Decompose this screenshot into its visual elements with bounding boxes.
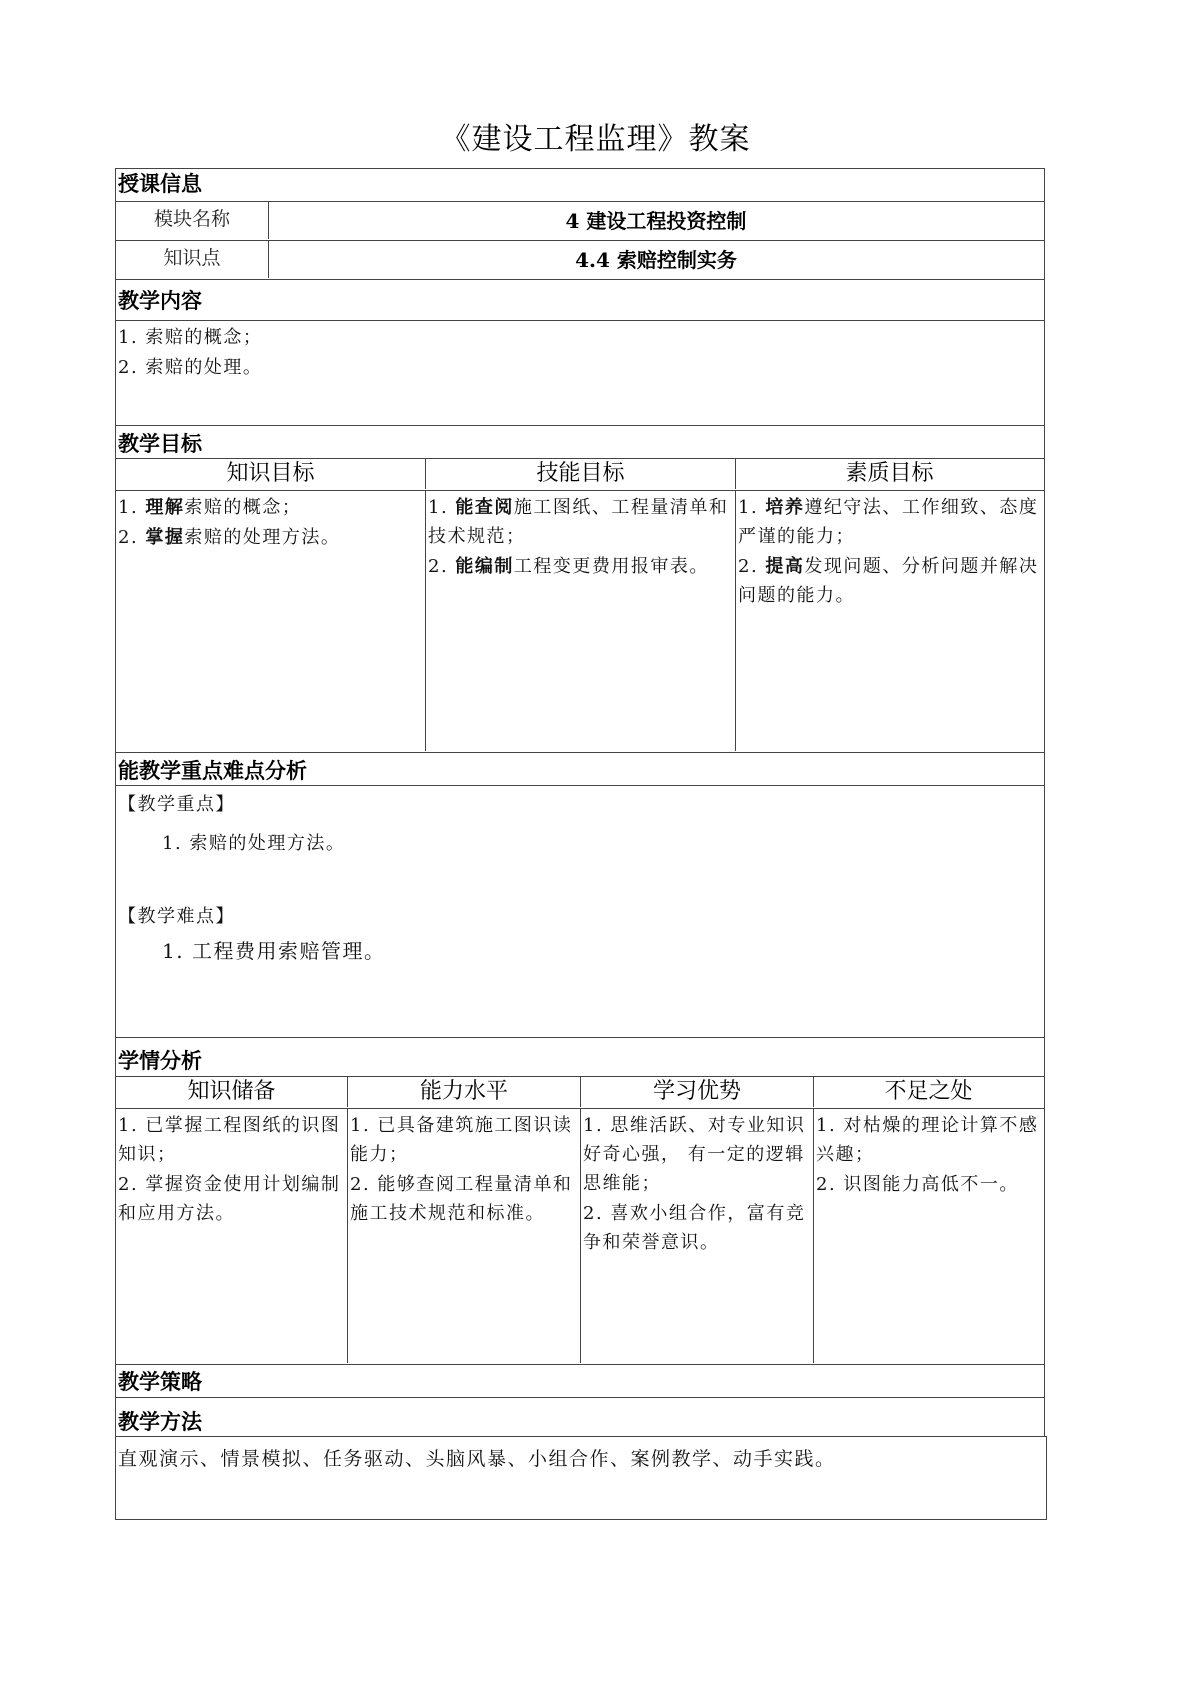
student-col-title: 知识储备 [116, 1077, 348, 1107]
keypoints-body [115, 785, 1045, 1038]
student-col-body: 1. 思维活跃、对专业知识好奇心强， 有一定的逻辑思维能； 2. 喜欢小组合作，富有竞争和荣誉意识。 [581, 1109, 814, 1363]
content-item: 1. 索赔的概念； [118, 327, 263, 348]
module-label: 模块名称 [116, 202, 269, 239]
student-col-body: 1. 对枯燥的理论计算不感兴趣； 2. 识图能力高低不一。 [816, 1115, 1039, 1195]
module-value: 4 建设工程投资控制 [565, 209, 747, 233]
quality-goal-title: 素质目标 [845, 461, 934, 486]
knowledge-point-value: 4.4 索赔控制实务 [575, 248, 737, 272]
goal-item: 1. 理解索赔的概念； [118, 497, 302, 518]
students-column-headers [115, 1076, 1045, 1109]
section-header-content: 教学内容 [115, 279, 1045, 321]
goal-item: 1. 培养遵纪守法、工作细致、态度严谨的能力； [738, 497, 1039, 547]
knowledge-point-row [115, 240, 1045, 280]
section-header-info: 授课信息 [115, 168, 1045, 202]
page-title: 《建设工程监理》教案 [440, 122, 751, 157]
content-body [115, 320, 1045, 426]
skill-goal-list [426, 491, 736, 751]
method-header: 教学方法 [115, 1397, 1045, 1437]
section-header-students: 学情分析 [115, 1037, 1045, 1077]
student-col-title: 不足之处 [884, 1079, 973, 1104]
section-header-strategy: 教学策略 [115, 1364, 1045, 1398]
goals-body [115, 490, 1045, 753]
key-item: 1. 索赔的处理方法。 [162, 833, 346, 854]
goal-item: 2. 能编制工程变更费用报审表。 [428, 556, 709, 577]
knowledge-point-label: 知识点 [116, 241, 269, 278]
students-body [115, 1108, 1045, 1365]
module-row [115, 201, 1045, 241]
key-label: 【教学重点】 [118, 794, 235, 815]
difficulty-item: 1. 工程费用索赔管理。 [162, 939, 386, 963]
quality-goal-list [736, 491, 1043, 751]
student-col-title: 学习优势 [581, 1077, 814, 1107]
content-item: 2. 索赔的处理。 [118, 357, 263, 378]
difficulty-label: 【教学难点】 [118, 906, 235, 927]
method-text: 直观演示、情景模拟、任务驱动、头脑风暴、小组合作、案例教学、动手实践。 [115, 1436, 1047, 1520]
knowledge-goal-title: 知识目标 [116, 459, 426, 489]
goal-item: 1. 能查阅施工图纸、工程量清单和技术规范； [428, 497, 729, 547]
skill-goal-title: 技能目标 [426, 459, 736, 489]
student-col-title: 能力水平 [348, 1077, 581, 1107]
lesson-plan-table [115, 168, 1045, 1526]
goal-item: 2. 掌握索赔的处理方法。 [118, 527, 341, 548]
section-header-keypoints: 能教学重点难点分析 [115, 752, 1045, 786]
student-col-body: 1. 已掌握工程图纸的识图知识； 2. 掌握资金使用计划编制和应用方法。 [116, 1109, 348, 1363]
student-col-body: 1. 已具备建筑施工图识读能力； 2. 能够查阅工程量清单和施工技术规范和标准。 [348, 1109, 581, 1363]
goal-item: 2. 提高发现问题、分析问题并解决问题的能力。 [738, 556, 1039, 606]
goals-column-headers [115, 458, 1045, 491]
section-header-goals: 教学目标 [115, 425, 1045, 459]
knowledge-goal-list [116, 491, 426, 751]
